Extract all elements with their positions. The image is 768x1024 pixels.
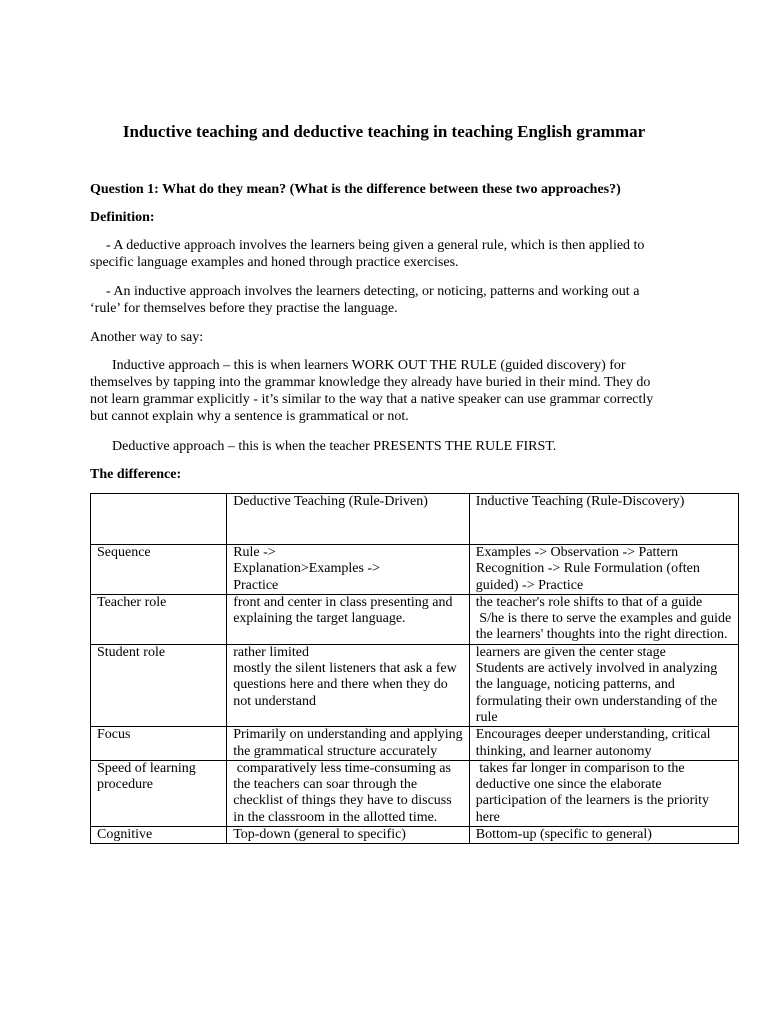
deductive-cell: [227, 644, 470, 726]
cell-line: Bottom-up (specific to general): [475, 827, 652, 843]
cell-line: takes far longer in comparison to the deductive one since the elaborate participation of the learners is the priority here: [475, 760, 713, 825]
cell-line: mostly the silent listeners that ask a few questions here and there when they do not understand: [233, 661, 457, 709]
row-label: Sequence: [91, 545, 227, 595]
table-row: [91, 545, 739, 595]
deductive-cell: [227, 760, 470, 826]
inductive-cell: [469, 545, 738, 595]
inductive-cell: [469, 760, 738, 826]
cell-line: rather limited: [233, 644, 309, 660]
cell-line: Practice: [233, 577, 279, 593]
table-row: [91, 760, 739, 826]
cell-line: learners are given the center stage: [475, 644, 666, 660]
row-label: Speed of learning procedure: [91, 760, 227, 826]
cell-line: front and center in class presenting and explaining the target language.: [233, 594, 453, 627]
comparison-table: [90, 493, 739, 844]
inductive-cell: [469, 827, 738, 844]
inductive-cell: [469, 727, 738, 761]
table-header-cell: Deductive Teaching (Rule-Driven): [227, 494, 470, 545]
definition-heading: Definition:: [90, 210, 155, 225]
row-label: Focus: [91, 727, 227, 761]
cell-line: Explanation>Examples ->: [233, 561, 380, 577]
deductive-cell: [227, 827, 470, 844]
cell-line: the teacher's role shifts to that of a guide: [475, 594, 703, 610]
inductive-cell: [469, 644, 738, 726]
row-label: Student role: [91, 644, 227, 726]
cell-line: S/he is there to serve the examples and guide the learners' thoughts into the right direction.: [475, 611, 735, 643]
inductive-explanation: Inductive approach – this is when learners WORK OUT THE RULE (guided discovery) for themselves by tapping into the grammar knowledge they already have buried in their mind. They do not learn grammar explicitly - it’s similar to the way that a native speaker can use grammar correctly but cannot explain why a sentence is grammatical or not.: [90, 358, 654, 424]
cell-line: comparatively less time-consuming as the teachers can soar through the checklist of things they have to discuss in the classroom in the allotted time.: [233, 760, 456, 825]
cell-line: Top-down (general to specific): [233, 827, 406, 843]
cell-line: Examples -> Observation -> Pattern Recognition -> Rule Formulation (often guided) -> Practice: [475, 545, 700, 593]
cell-line: Primarily on understanding and applying the grammatical structure accurately: [233, 727, 463, 759]
table-header-cell: [91, 494, 227, 545]
table-header-cell: Inductive Teaching (Rule-Discovery): [469, 494, 738, 545]
page-title: Inductive teaching and deductive teaching in teaching English grammar: [122, 122, 646, 141]
deductive-definition: - A deductive approach involves the learners being given a general rule, which is then applied to specific language examples and honed through practice exercises.: [90, 238, 645, 270]
deductive-explanation: Deductive approach – this is when the teacher PRESENTS THE RULE FIRST.: [112, 439, 557, 454]
table-header-row: [91, 494, 739, 545]
cell-line: Students are actively involved in analyzing the language, noticing patterns, and formulating their own understanding of the rule: [475, 661, 718, 725]
table-row: [91, 594, 739, 644]
table-row: [91, 644, 739, 726]
deductive-cell: [227, 594, 470, 644]
cell-line: Encourages deeper understanding, critical thinking, and learner autonomy: [475, 727, 711, 759]
inductive-cell: [469, 594, 738, 644]
table-row: [91, 727, 739, 761]
another-way-label: Another way to say:: [90, 330, 204, 345]
deductive-cell: [227, 727, 470, 761]
row-label: Teacher role: [91, 594, 227, 644]
row-label: Cognitive: [91, 827, 227, 844]
difference-heading: The difference:: [90, 467, 182, 482]
table-row: [91, 827, 739, 844]
inductive-definition: - An inductive approach involves the learners detecting, or noticing, patterns and working out a ‘rule’ for themselves before they practise the language.: [90, 284, 640, 316]
cell-line: Rule ->: [233, 545, 276, 560]
deductive-cell: [227, 545, 470, 595]
question-heading: Question 1: What do they mean? (What is the difference between these two approaches?): [90, 182, 621, 197]
